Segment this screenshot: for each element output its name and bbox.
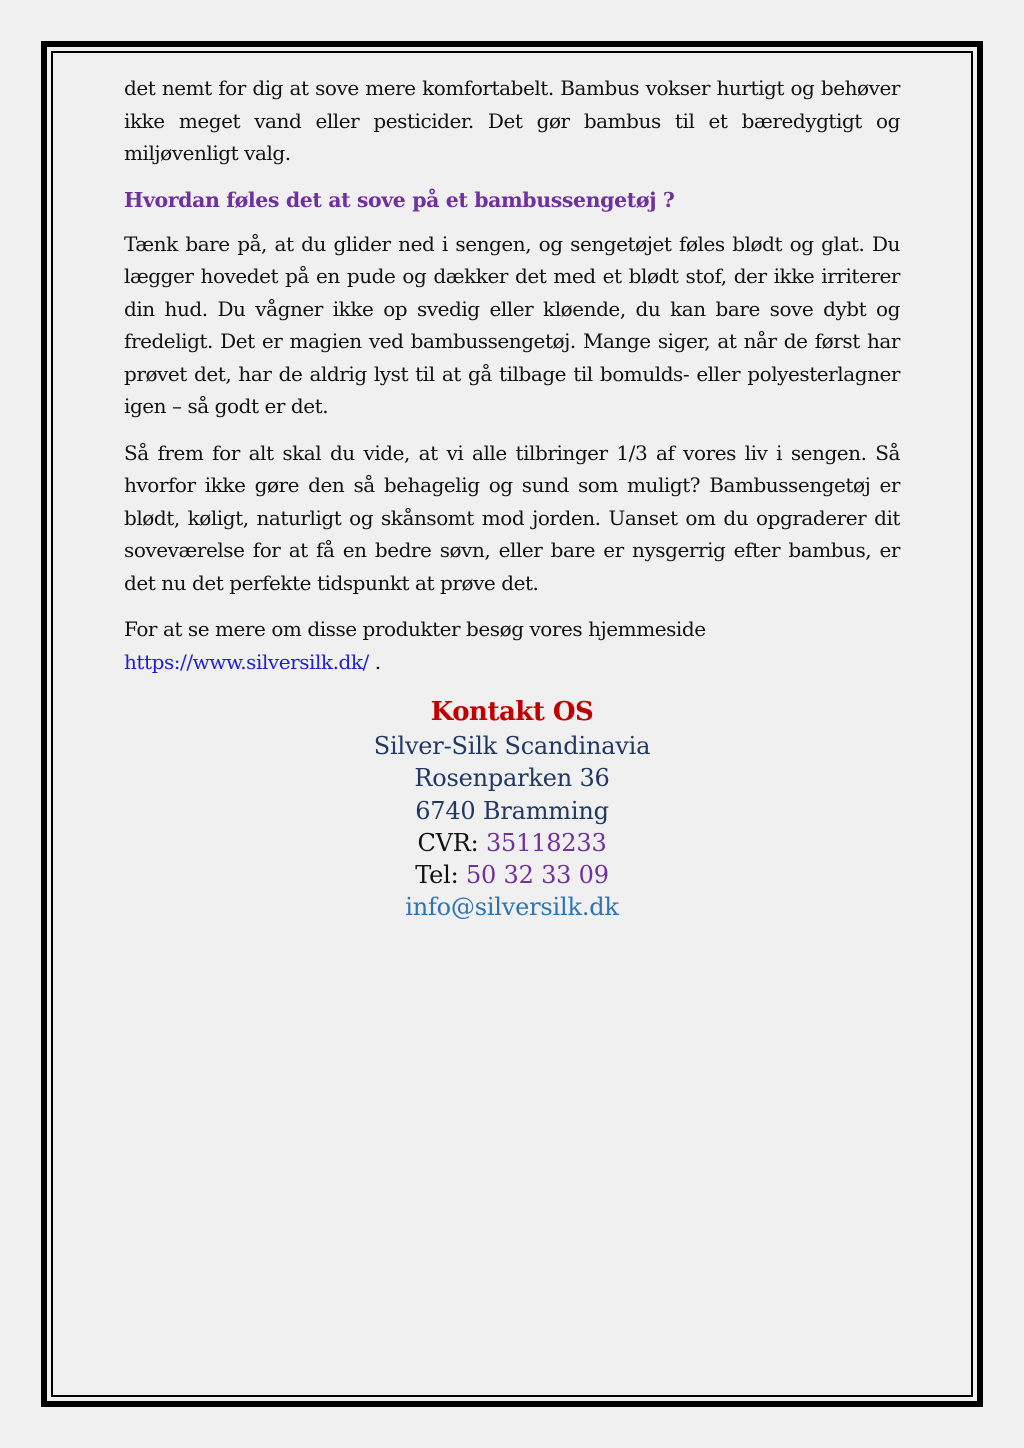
cvr-line — [52, 827, 972, 859]
paragraph-summary: Så frem for alt skal du vide, at vi alle tilbringer 1/3 af vores liv i sengen. Så hvorfor ikke gøre den så behagelig og sund som muligt? Bambussengetøj er blødt, køligt, naturligt og skånsomt mod jorden. Uanset om du opgraderer dit soveværelse for at få en bedre søvn, eller bare er nysgerrig efter bambus, er det nu det perfekte tidspunkt at prøve det. — [124, 440, 900, 595]
street-address: Rosenparken 36 — [414, 764, 610, 793]
cvr-label: CVR: — [417, 828, 486, 857]
city-address: 6740 Bramming — [415, 796, 609, 825]
company-name: Silver-Silk Scandinavia — [373, 732, 651, 760]
paragraph-website — [124, 613, 900, 678]
section-heading: Hvordan føles det at sove på et bambussengetøj ? — [124, 187, 675, 212]
contact-title: Kontakt OS — [430, 697, 594, 727]
tel-line — [52, 859, 972, 891]
paragraph-feel: Tænk bare på, at du glider ned i sengen, og sengetøjet føles blødt og glat. Du lægger hovedet på en pude og dækker det med et blødt stof, der ikke irriterer din hud. Du vågner ikke op svedig eller kløende, du kan bare sove dybt og fredeligt. Det er magien ved bambussengetøj. Mange siger, at når de først har prøvet det, har de aldrig lyst til at gå tilbage til bomulds- eller polyesterlagner igen – så godt er det. — [124, 231, 900, 418]
website-prompt: For at se mere om disse produkter besøg vores hjemmeside — [124, 617, 706, 641]
paragraph-intro: det nemt for dig at sove mere komfortabelt. Bambus vokser hurtigt og behøver ikke meget vand eller pesticider. Det gør bambus til et bæredygtigt og miljøvenligt valg. — [124, 76, 900, 165]
tel-value[interactable]: 50 32 33 09 — [465, 861, 609, 890]
tel-label: Tel: — [415, 861, 466, 890]
cvr-value: 35118233 — [485, 828, 607, 857]
email-link[interactable]: info@silversilk.dk — [405, 893, 619, 922]
article-body — [124, 72, 900, 692]
link-suffix: . — [368, 649, 381, 674]
website-link[interactable]: https://www.silversilk.dk/ — [124, 649, 369, 674]
contact-block — [52, 694, 972, 924]
